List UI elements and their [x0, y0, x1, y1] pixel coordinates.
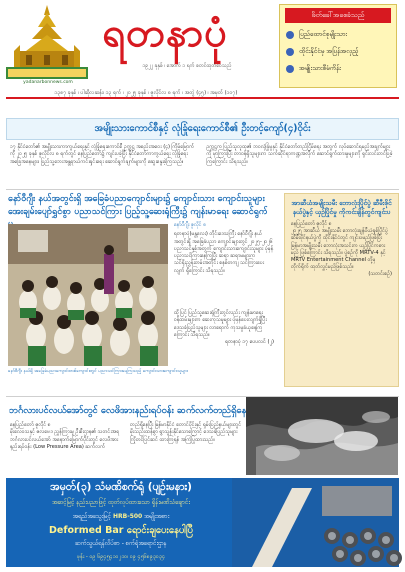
divider	[6, 189, 399, 190]
header-contents-panel	[279, 4, 397, 88]
photo-caption: နော်ဝီဂျီး နယ်ရှိ အခြေခံပညာကျောင်းတစ်ကျောင်းတွင် ပညာသင်ကြားနေကြသည့် ကျောင်းသားကျောင်းသူများ	[8, 369, 188, 374]
newspaper-title: ရတနာပုံ	[102, 9, 228, 56]
story3-col-a-text: မိုးလေဝသနှင့် ဇလဗေဒ ညွှန်ကြားမှု ဦးစီးဌာန၏ သတင်းအရ ဘင်္ဂလားပင်လယ်အော် အနောက်မြောက်ပိုင်းတွင် လေဖိအားနည်းရပ်ဝန်း (Low Pressure Area) ဆက်လက်	[10, 429, 120, 450]
panel-item[interactable]: ထိုင်းနိုင်ငံမှ အပြန်အလှည့်	[286, 47, 392, 57]
steel-bars-image	[232, 478, 399, 567]
website-url: yadanarbonnews.com	[23, 80, 73, 85]
sidebox-body	[285, 217, 398, 279]
ad-phone-numbers: ဖုန်း - ၀၉ ၆၉၄၅၄၁၀၂၁၀၊ ၀၉ ၄၅၆၈၉၃၀၃၄	[76, 554, 165, 560]
story2-col-b	[174, 310, 274, 346]
story1-headline: အမျိုးသားကောင်စီနှင့် လုံခြုံရေးကောင်စီ၏ ဦးတင့်ကျော်(၄)ဝိုင်း	[94, 123, 311, 134]
sports-side-box[interactable]	[284, 193, 399, 387]
sidebox-dateline: နေပြည်တော် ဇူလိုင် ၈	[291, 221, 332, 227]
story1-body	[10, 144, 395, 186]
founding-line: ၁၉၂၂ ခုနှစ် ၊ အောက် ၁ ရက် စတင်ထုတ်ဝေသည်	[142, 63, 232, 69]
classroom-photo	[8, 224, 168, 366]
bullet-icon	[286, 31, 294, 39]
story3-body	[10, 422, 242, 451]
masthead	[6, 5, 399, 97]
panel-item[interactable]: ပြည်ထောင်စုမျိုးသား	[286, 30, 392, 40]
story2-dateline: နော်ဝီဂျီး ဇူလိုင် ၈	[174, 222, 207, 228]
story2-col-a-text: ရတနာပုံ(မန္တလေး) တိုင်းဒေသကြီး နော်ဝီဂျီး နယ်အတွင်းရှိ အခြေခံပညာ ကျောင်းများတွင် ၂၀၂၅-၂၀၂၆ ပညာသင်နှစ်အတွက် ကျောင်းသားကျောင်းသူများ ပုံမှန် ပညာသင်ကြားနေကြပြီး ဆရာ ဆရာမများက သင်ရိုးညွှန်းတမ်းအတိုင်း စနစ်တကျ သင်ကြားပေးလျက် ရှိကြောင်း သိရသည်။	[174, 231, 274, 274]
steel-advertisement[interactable]	[6, 478, 399, 567]
ad-headline: အမှတ်(၃) သံမဏိစက်ရုံ (ပျဉ်းမနား)	[50, 481, 192, 493]
issue-dateline: ၁၃၈၇ ခုနှစ် ၊ ပါဆိုလဆန်း၊ ၁၃ ရက် ၊ ၂၀၂၅ ခုနှစ် ၊ ဇူလိုင်လ ၈ ရက် ၊ အတွဲ (၄၅) ၊ အမှတ် (၁၀၇)	[54, 90, 238, 96]
story2-byline: ရတနာပုံ ၁၇ ပေပလင် (၂)	[225, 339, 274, 346]
story2-col-b-text: ထို့ပြင် ပြည်သူ့ဆေးရုံကြီးတွင်လည်း ကျန်းမာရေးဝန်ထမ်းများက ဆေးကုသမှုများ ပုံမှန်ပေးလျက်ရှိပြီး ဒေသခံပြည်သူများ လာရောက် ကုသမှုခံယူနေကြကြောင်း သိရသည်။	[174, 310, 267, 338]
story1-col1: ၁၇ နိုင်ငံတော်၏ အမျိုးသားကာကွယ်ရေးနှင့် လုံခြုံရေးကောင်စီ ဥက္ကဋ္ဌ အစည်းအဝေး (၄) ကြိမ်မြောက်ကို ၂၀၂၅ ခုနှစ် ဇူလိုင်လ ၈ ရက်တွင် နေပြည်တော်၌ ကျင်းပခဲ့ပြီး နိုင်ငံတော်ကာကွယ်ရေး လုံခြုံရေး အခြေအနေများ၊ ပြည်သူ့ဘေးအန္တရာယ်ကင်းရှင်းရေး ဆောင်ရွက်ချက်များကို ဆွေးနွေးခဲ့ကြသည်။	[10, 144, 195, 165]
story2-headline[interactable]: နော်ဝီဂျီး နယ်အတွင်းရှိ အခြေခံပညာကျောင်းများ၌ ကျောင်းသား ကျောင်းသူများ အေးချမ်းပျော်ရွှင်စွာ ပညာသင်ကြား ပြည့်သူ့ဆေးရုံကြီး၌ ကျန်းမာရေး ဆောင်ရွက်	[8, 194, 268, 217]
panel-title: ဖိတ်ခေါ်အစေခံသည်	[285, 8, 391, 23]
story1-col2: ဥက္ကဋ္ဌက ပြည်သူလူထု၏ ဘဝလုံခြုံမှုနှင့် နိုင်ငံတော်တည်ငြိမ်ရေး အတွက် လုပ်ဆောင်ရမည့်အချက်များကို မှာကြားပြီး တာဝန်ရှိသူများက သက်ဆိုင်ရာကဏ္ဍအလိုက် ဆောင်ရွက်ထားမှုများကို ရှင်းလင်းတင်ပြခဲ့ကြကြောင်း သိရသည်။	[206, 144, 393, 165]
ad-product-line: Deformed Bar ရောင်းချပေးနေပါပြီ	[49, 525, 193, 536]
masthead-rule	[6, 97, 399, 99]
story1-headline-box[interactable]	[6, 118, 399, 140]
story3-headline[interactable]: ဘင်္ဂလားပင်လယ်အော်တွင် လေဖိအားနည်းရပ်ဝန်း ဆက်လက်တည်ရှိနေ	[9, 405, 247, 416]
ad-grade-line: အရည်အသွေးမြင့် HRB-500 အမျိုးအစား	[72, 513, 170, 520]
ad-contact-label: ဆက်သွယ်ရန်လိပ်စာ - စက်ရုံအရောင်းဌာန	[75, 540, 167, 547]
sidebox-text: ၂၀၂၅ အာဆီယံ အမျိုးသမီး ဘောလုံးချန်ပီယံရှစ်ပြိုင်ပွဲ ဆီမီးဖိုင်နယ်ပွဲကို ထိုင်းနိုင်ငံတွင် ကျင်းပမည်ဖြစ်ပြီး မြန်မာအမျိုးသမီး ဘောလုံးအသင်းက ယှဉ်ပြိုင်ကစားမည် ဖြစ်ကြောင်း သိရသည်။ ပွဲစဉ်ကို MRTV-4 နှင့် MRTV Entertainment Channel တို့မှ တိုက်ရိုက် ထုတ်လွှင့်မည်ဖြစ်သည်။	[291, 228, 388, 271]
story2-col-a	[174, 222, 274, 275]
sidebox-source: (သတင်းစဉ်)	[368, 271, 392, 278]
story3-col-b: တည်ရှိနေပြီး မြန်မာနိုင်ငံ တောင်ပိုင်းနှင့် ရှမ်းပြည်နယ်များတွင် မိုးသည်းထန်စွာ ရွာသွန်းနိုင်သောကြောင့် ဒေသခံပြည်သူများ ကြိုတင်ပြင်ဆင် ထားကြရန် အကြံပြုထားသည်။	[130, 422, 242, 443]
ad-subline: အဆင့်မြင့် နည်းပညာဖြင့် ထုတ်လုပ်ထားသော ရှိန်းမဏိသံချောင်း	[52, 499, 190, 506]
ad-text-block	[6, 478, 236, 567]
sidebox-headline: အာဆီယံအမျိုးသမီး ဘောလုံးပြိုင်ပွဲ ဆီမီးဖိုင်နယ်ပွဲနှင့် ယှဉ်ပြိုင်မှု ကိုကင်းချိန်တွင်ကျင်းပ	[291, 199, 392, 216]
story3-dateline: နေပြည်တော် ဇူလိုင် ၈	[10, 422, 51, 428]
weather-satellite-map	[246, 397, 398, 475]
panel-item[interactable]: အမျိုးသားစီမံကိန်း	[286, 64, 392, 74]
bullet-icon	[286, 48, 294, 56]
bullet-icon	[286, 65, 294, 73]
story3-col-a	[10, 422, 122, 451]
pagoda-logo-icon	[6, 5, 88, 79]
